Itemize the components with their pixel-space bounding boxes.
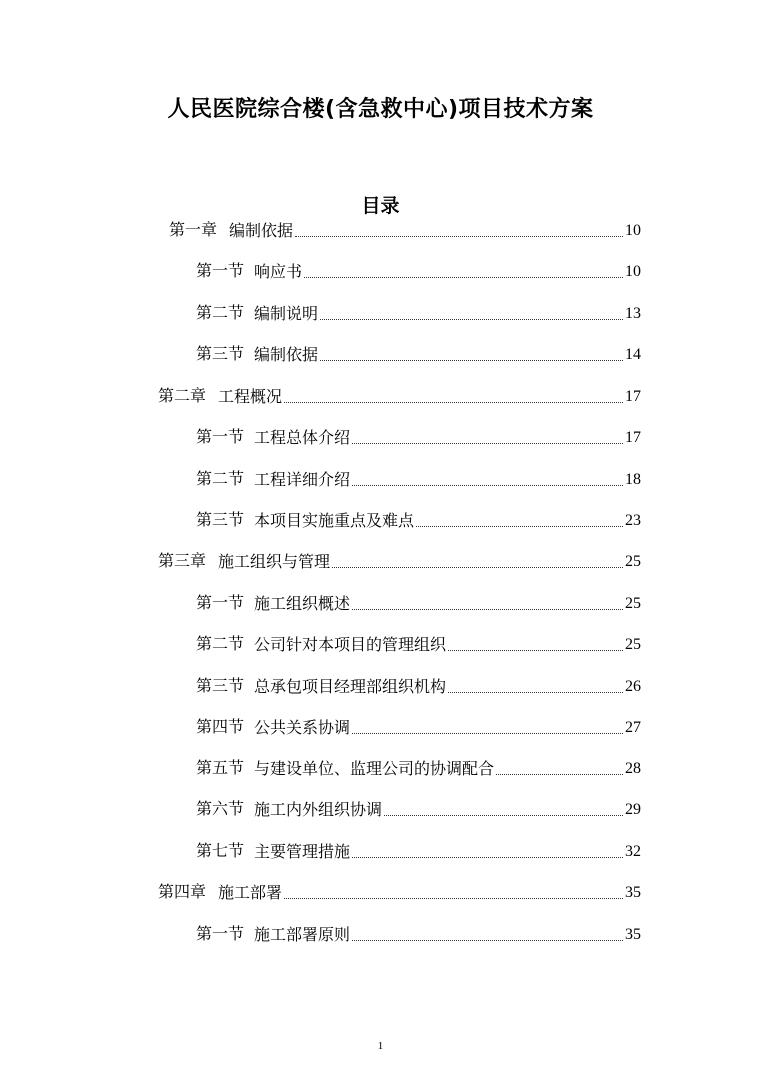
toc-entry-title: 施工组织概述	[254, 594, 351, 613]
toc-entry[interactable]	[196, 634, 641, 656]
toc-entry[interactable]	[158, 551, 641, 573]
toc-entry[interactable]	[196, 261, 641, 283]
document-title: 人民医院综合楼(含急救中心)项目技术方案	[167, 97, 594, 122]
toc-entry-page: 25	[625, 636, 641, 653]
toc-entry[interactable]	[196, 510, 641, 532]
toc-leader-dots	[416, 526, 623, 527]
toc-entry-number: 第二节	[196, 636, 245, 653]
toc-leader-dots	[352, 733, 623, 734]
toc-entry-number: 第一节	[196, 263, 245, 280]
toc-entry-title: 工程概况	[218, 387, 283, 406]
toc-leader-dots	[448, 650, 623, 651]
toc-entry-number: 第二节	[196, 471, 245, 488]
toc-entry-page: 23	[625, 512, 641, 529]
toc-leader-dots	[352, 485, 623, 486]
toc-leader-dots	[284, 402, 623, 403]
toc-entry-page: 25	[625, 595, 641, 612]
toc-leader-dots	[352, 443, 623, 444]
toc-entry[interactable]	[169, 220, 641, 242]
toc-leader-dots	[352, 609, 623, 610]
toc-entry-page: 18	[625, 471, 641, 488]
toc-leader-dots	[448, 692, 623, 693]
toc-entry-title: 公司针对本项目的管理组织	[254, 635, 447, 654]
toc-entry-page: 32	[625, 843, 641, 860]
toc-entry-title: 公共关系协调	[254, 718, 351, 737]
toc-entry-page: 10	[625, 263, 641, 280]
toc-entry-title: 总承包项目经理部组织机构	[254, 677, 447, 696]
toc-entry[interactable]	[196, 344, 641, 366]
toc-heading: 目录	[361, 195, 400, 217]
toc-entry-page: 10	[625, 222, 641, 239]
toc-entry[interactable]	[196, 676, 641, 698]
toc-entry[interactable]	[196, 924, 641, 946]
toc-entry-number: 第四章	[158, 884, 207, 901]
toc-entry-number: 第一节	[196, 429, 245, 446]
toc-entry-title: 工程总体介绍	[254, 428, 351, 447]
toc-entry[interactable]	[196, 469, 641, 491]
toc-entry-title: 施工内外组织协调	[254, 800, 383, 819]
toc-entry-page: 35	[625, 884, 641, 901]
toc-entry-number: 第二节	[196, 305, 245, 322]
toc-entry-number: 第四节	[196, 719, 245, 736]
toc-leader-dots	[352, 940, 623, 941]
toc-entry-page: 17	[625, 429, 641, 446]
toc-entry-page: 13	[625, 305, 641, 322]
toc-entry-number: 第一节	[196, 595, 245, 612]
toc-entry-page: 17	[625, 388, 641, 405]
toc-entry[interactable]	[196, 717, 641, 739]
toc-entry-number: 第一章	[169, 222, 218, 239]
toc-leader-dots	[496, 774, 623, 775]
toc-entry-page: 25	[625, 553, 641, 570]
toc-entry[interactable]	[196, 427, 641, 449]
toc-entry-number: 第五节	[196, 760, 245, 777]
toc-leader-dots	[304, 277, 623, 278]
toc-leader-dots	[320, 360, 623, 361]
toc-entry-page: 35	[625, 926, 641, 943]
toc-entry[interactable]	[196, 303, 641, 325]
toc-entry-number: 第三节	[196, 346, 245, 363]
toc-entry-page: 28	[625, 760, 641, 777]
toc-entry-page: 14	[625, 346, 641, 363]
toc-leader-dots	[295, 236, 623, 237]
toc-entry-number: 第七节	[196, 843, 245, 860]
toc-entry-number: 第六节	[196, 801, 245, 818]
toc-entry-title: 主要管理措施	[254, 842, 351, 861]
toc-entry-page: 27	[625, 719, 641, 736]
toc-entry-number: 第三章	[158, 553, 207, 570]
toc-entry-title: 编制依据	[229, 221, 294, 240]
toc-leader-dots	[320, 319, 623, 320]
toc-leader-dots	[352, 857, 623, 858]
toc-entry-title: 施工部署	[218, 883, 283, 902]
toc-entry-title: 施工组织与管理	[218, 552, 331, 571]
toc-entry-title: 本项目实施重点及难点	[254, 511, 415, 530]
toc-entry-number: 第三节	[196, 678, 245, 695]
toc-entry-title: 响应书	[254, 262, 303, 281]
toc-entry[interactable]	[196, 799, 641, 821]
toc-leader-dots	[284, 898, 623, 899]
toc-entry[interactable]	[196, 841, 641, 863]
toc-entry-title: 与建设单位、监理公司的协调配合	[254, 759, 495, 778]
toc-entry-number: 第二章	[158, 388, 207, 405]
toc-entry[interactable]	[196, 758, 641, 780]
toc-leader-dots	[332, 567, 623, 568]
toc-leader-dots	[384, 815, 623, 816]
toc-entry[interactable]	[196, 593, 641, 615]
page-number: 1	[377, 1040, 384, 1052]
toc-entry-title: 编制说明	[254, 304, 319, 323]
toc-entry[interactable]	[158, 386, 641, 408]
toc-entry-title: 工程详细介绍	[254, 470, 351, 489]
toc-entry[interactable]	[158, 882, 641, 904]
toc-entry-page: 29	[625, 801, 641, 818]
toc-entry-title: 施工部署原则	[254, 925, 351, 944]
toc-entry-number: 第一节	[196, 926, 245, 943]
toc-entry-title: 编制依据	[254, 345, 319, 364]
toc-entry-number: 第三节	[196, 512, 245, 529]
toc-entry-page: 26	[625, 678, 641, 695]
